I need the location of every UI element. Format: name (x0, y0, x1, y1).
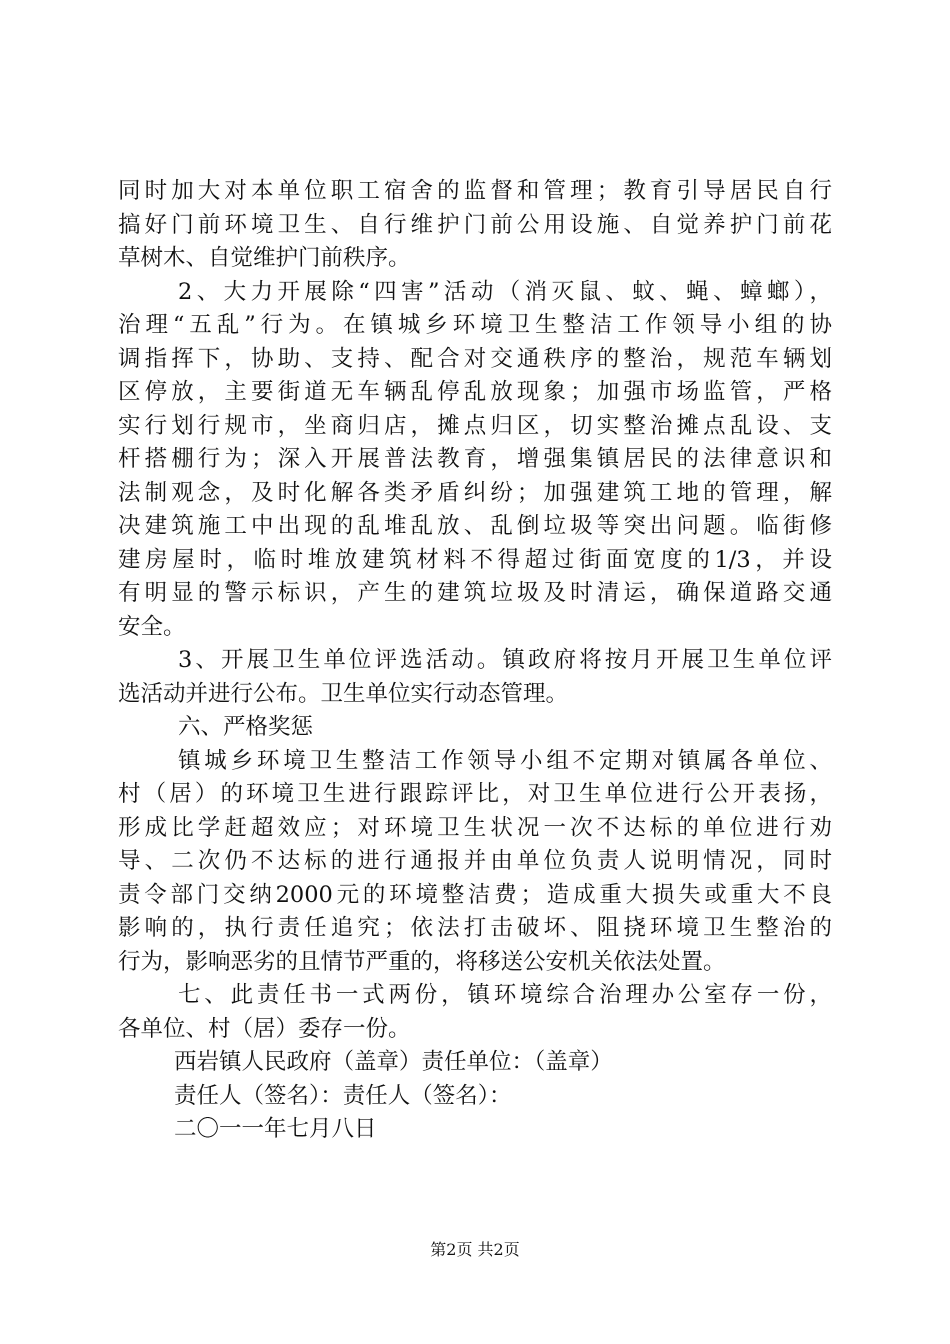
document-line: 六、严格奖惩 (178, 714, 314, 740)
document-line: 镇城乡环境卫生整洁工作领导小组不定期对镇属各单位、 (178, 747, 832, 774)
document-line: 搞好门前环境卫生、自行维护门前公用设施、自觉养护门前花 (118, 211, 832, 238)
document-line: 3、开展卫生单位评选活动。镇政府将按月开展卫生单位评 (178, 647, 832, 673)
document-line: 责令部门交纳2000元的环境整洁费；造成重大损失或重大不良 (118, 881, 832, 908)
document-line: 二〇一一年七月八日 (174, 1116, 377, 1142)
document-line: 治理“五乱”行为。在镇城乡环境卫生整洁工作领导小组的协 (118, 312, 832, 338)
document-body (118, 175, 832, 1147)
document-line: 七、此责任书一式两份，镇环境综合治理办公室存一份， (178, 982, 832, 1008)
document-line: 选活动并进行公布。卫生单位实行动态管理。 (118, 680, 569, 707)
document-line: 责任人（签名）：责任人（签名）： (174, 1082, 512, 1109)
document-line: 导、二次仍不达标的进行通报并由单位负责人说明情况，同时 (118, 848, 832, 874)
document-line: 草树木、自觉维护门前秩序。 (118, 245, 411, 271)
document-line: 行为，影响恶劣的且情节严重的，将移送公安机关依法处置。 (118, 948, 726, 975)
document-line: 建房屋时，临时堆放建筑材料不得超过街面宽度的1/3，并设 (118, 546, 832, 573)
page-footer: 第2页 共2页 (430, 1240, 520, 1259)
document-line: 区停放，主要街道无车辆乱停乱放现象；加强市场监管，严格 (118, 379, 832, 405)
document-line: 各单位、村（居）委存一份。 (118, 1015, 411, 1042)
document-line: 杆搭棚行为；深入开展普法教育，增强集镇居民的法律意识和 (118, 446, 832, 472)
document-line: 实行划行规市，坐商归店，摊点归区，切实整治摊点乱设、支 (118, 412, 832, 439)
document-line: 形成比学赶超效应；对环境卫生状况一次不达标的单位进行劝 (118, 814, 832, 841)
document-line: 同时加大对本单位职工宿舍的监督和管理；教育引导居民自行 (118, 178, 832, 204)
document-line: 影响的，执行责任追究；依法打击破坏、阻挠环境卫生整治的 (118, 915, 832, 941)
document-line: 法制观念，及时化解各类矛盾纠纷；加强建筑工地的管理，解 (118, 479, 832, 506)
document-line: 村（居）的环境卫生进行跟踪评比，对卫生单位进行公开表扬， (118, 781, 832, 807)
document-line: 决建筑施工中出现的乱堆乱放、乱倒垃圾等突出问题。临街修 (118, 513, 832, 539)
document-line: 调指挥下，协助、支持、配合对交通秩序的整治，规范车辆划 (118, 345, 832, 372)
document-line: 西岩镇人民政府（盖章）责任单位：（盖章） (174, 1049, 613, 1075)
document-line: 安全。 (118, 613, 186, 640)
document-line: 2、大力开展除“四害”活动（消灭鼠、蚊、蝇、蟑螂）， (178, 278, 832, 305)
document-line: 有明显的警示标识，产生的建筑垃圾及时清运，确保道路交通 (118, 580, 832, 606)
